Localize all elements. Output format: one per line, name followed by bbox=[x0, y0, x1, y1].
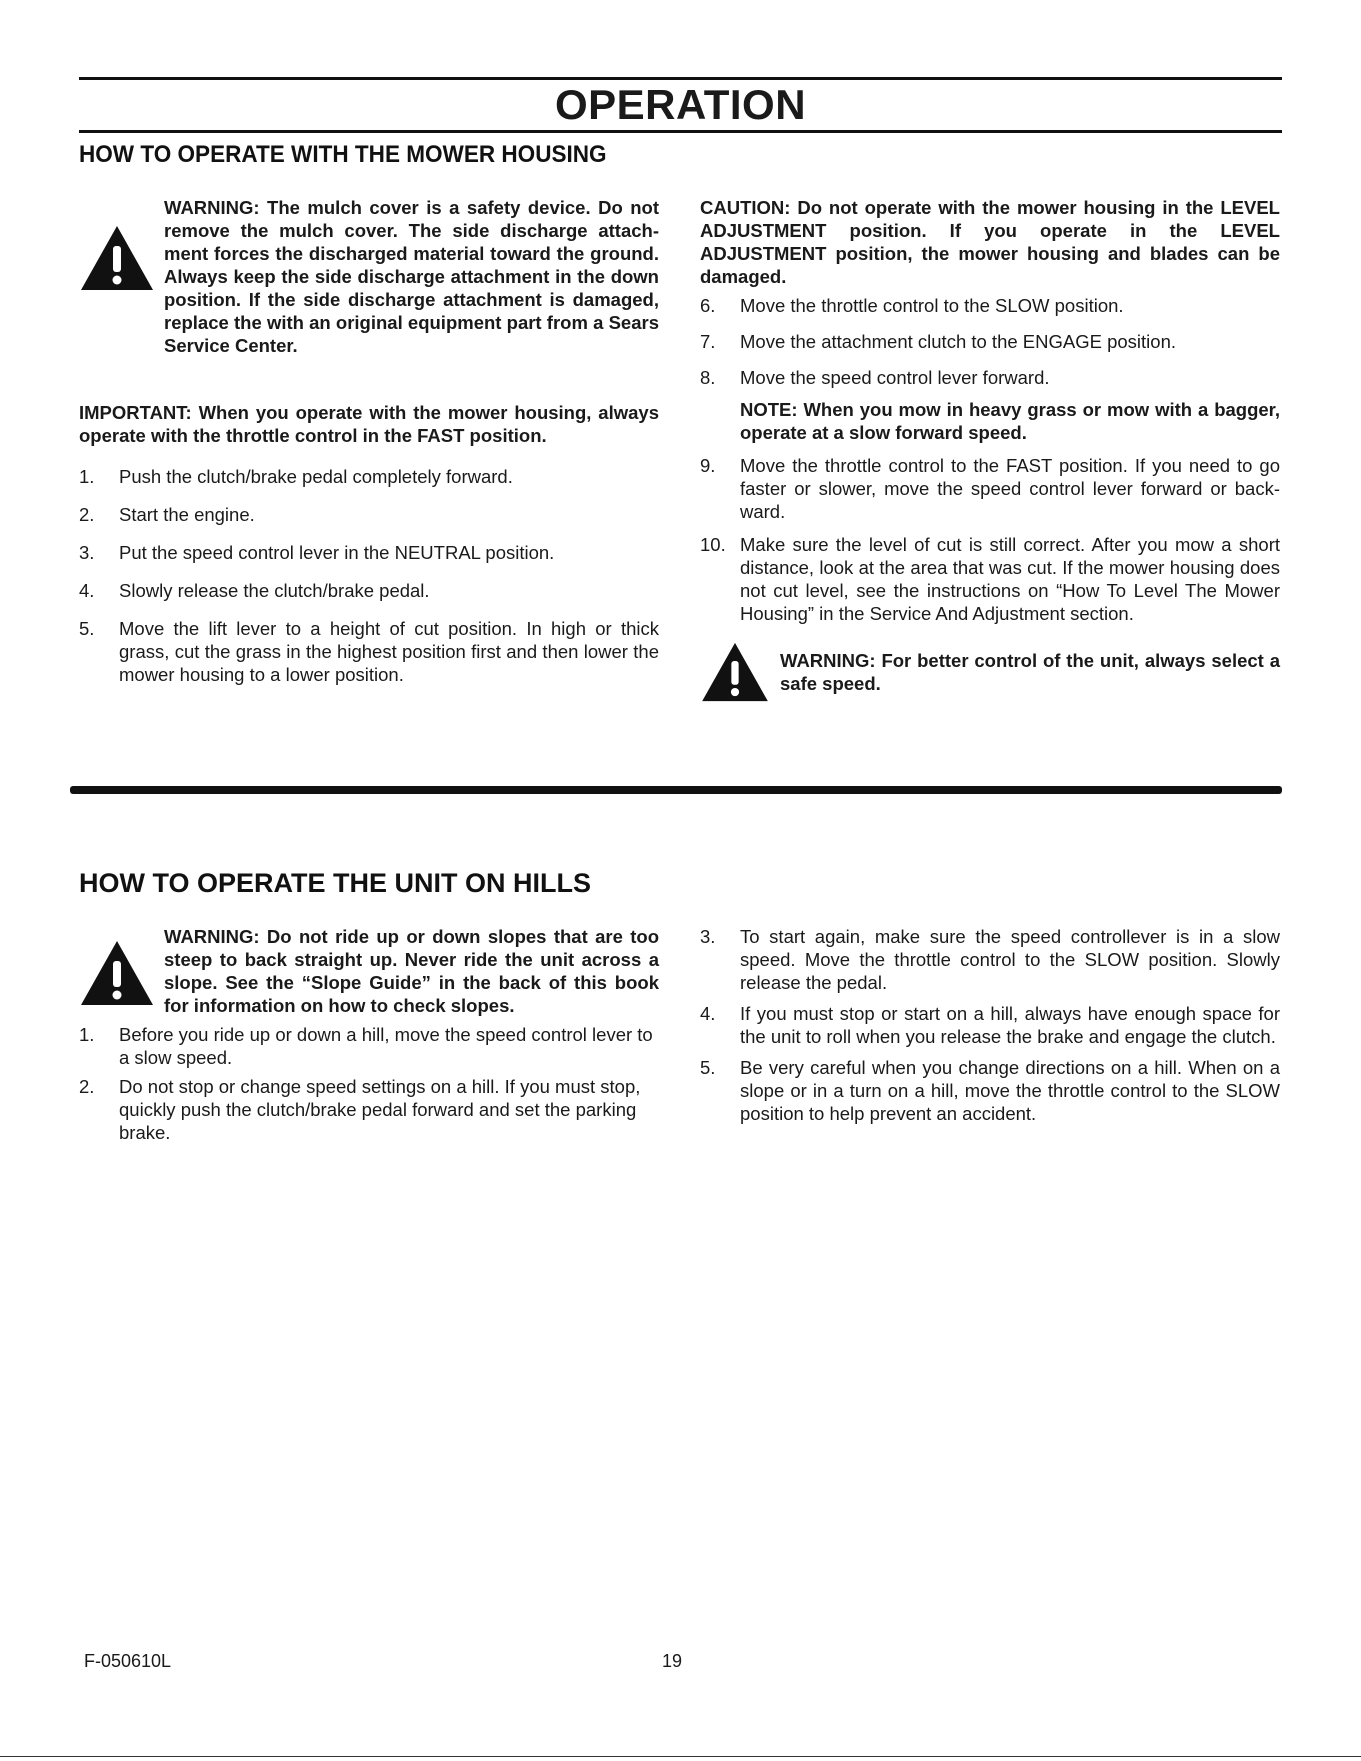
step-text: Slowly release the clutch/brake pedal. bbox=[119, 580, 430, 601]
step-text: Put the speed control lever in the NEUTRAL position. bbox=[119, 542, 555, 563]
step-text: Make sure the level of cut is still correct. After you mow a short distance, look at the area that was cut. If the mower housing does not cut level, see the instructions on “How To Level The Mower Housing” in the Service And Adjustment section. bbox=[740, 534, 1280, 624]
section1-right-column bbox=[700, 196, 1280, 695]
list-item bbox=[700, 533, 1280, 625]
step-number: 2. bbox=[79, 1076, 95, 1097]
step-number: 10. bbox=[700, 534, 726, 555]
list-item bbox=[700, 330, 1280, 353]
step-number: 2. bbox=[79, 504, 95, 525]
section-heading-mower-housing: HOW TO OPERATE WITH THE MOWER HOUSING bbox=[79, 141, 607, 168]
page-title: OPERATION bbox=[554, 81, 807, 128]
step-text: Move the attachment clutch to the ENGAGE position. bbox=[740, 331, 1176, 352]
step-text: To start again, make sure the speed controllever is in a slow speed. Move the throttle control to the SLOW position. Slowly release the pedal. bbox=[740, 926, 1280, 993]
step-text: If you must stop or start on a hill, always have enough space for the unit to roll when you release the brake and engage the clutch. bbox=[740, 1003, 1280, 1047]
note-notice: NOTE: When you mow in heavy grass or mow with a bagger, operate at a slow forward speed. bbox=[740, 399, 1280, 443]
warning-safe-speed bbox=[700, 649, 1280, 695]
list-item bbox=[700, 1056, 1280, 1125]
important-notice: IMPORTANT: When you operate with the mower housing, always operate with the throttle control in the FAST position. bbox=[79, 402, 659, 446]
warning-triangle-icon bbox=[79, 224, 155, 292]
step-number: 6. bbox=[700, 295, 716, 316]
step-number: 5. bbox=[700, 1057, 716, 1078]
step-number: 9. bbox=[700, 455, 716, 476]
list-item bbox=[700, 454, 1280, 523]
step-text: Move the throttle control to the FAST position. If you need to go faster or slower, move the speed control lever forward or back- ward. bbox=[740, 455, 1280, 522]
page-bottom-rule bbox=[0, 1756, 1361, 1757]
section2-right-column bbox=[700, 925, 1280, 1125]
document-code: F-050610L bbox=[84, 1651, 172, 1671]
page-number: 19 bbox=[662, 1651, 683, 1671]
list-item bbox=[79, 541, 659, 564]
step-text: Push the clutch/brake pedal completely forward. bbox=[119, 466, 513, 487]
section1-left-column bbox=[79, 196, 659, 686]
warning-slopes bbox=[79, 925, 659, 1017]
step-text: Do not stop or change speed settings on a hill. If you must stop, quickly push the clutch/brake pedal forward and set the parking brake. bbox=[119, 1076, 641, 1143]
list-item bbox=[700, 366, 1280, 389]
step-number: 4. bbox=[700, 1003, 716, 1024]
step-text: Start the engine. bbox=[119, 504, 255, 525]
step-text: Before you ride up or down a hill, move the speed control lever to a slow speed. bbox=[119, 1024, 653, 1068]
section-heading-hills: HOW TO OPERATE THE UNIT ON HILLS bbox=[79, 868, 591, 898]
steps-list-left bbox=[79, 465, 659, 686]
list-item bbox=[700, 1002, 1280, 1048]
step-text: Move the lift lever to a height of cut position. In high or thick grass, cut the grass in the highest position first and then lower the mower housing to a lower position. bbox=[119, 618, 659, 685]
step-number: 1. bbox=[79, 1024, 95, 1045]
warning-triangle-icon bbox=[700, 641, 770, 703]
steps-list-left bbox=[79, 1023, 659, 1144]
warning-triangle-icon bbox=[79, 939, 155, 1007]
list-item bbox=[79, 465, 659, 488]
list-item bbox=[79, 503, 659, 526]
step-number: 4. bbox=[79, 580, 95, 601]
step-number: 3. bbox=[79, 542, 95, 563]
list-item bbox=[79, 617, 659, 686]
header-rule-bottom bbox=[79, 130, 1282, 133]
step-number: 7. bbox=[700, 331, 716, 352]
warning-text: WARNING: Do not ride up or down slopes that are too steep to back straight up. Never ride the unit across a slope. See the “Slope Guide” in the back of this book for information on how to check slopes. bbox=[164, 926, 659, 1016]
caution-notice: CAUTION: Do not operate with the mower housing in the LEVEL ADJUSTMENT position. If you operate in the LEVEL ADJUSTMENT position, the mower housing and blades can be damaged. bbox=[700, 197, 1280, 287]
step-text: Be very careful when you change directions on a hill. When on a slope or in a turn on a hill, move the throttle control to the SLOW position to help prevent an accident. bbox=[740, 1057, 1280, 1124]
list-item bbox=[79, 1023, 659, 1069]
section2-left-column bbox=[79, 925, 659, 1144]
step-text: Move the speed control lever forward. bbox=[740, 367, 1050, 388]
steps-list-right-b bbox=[700, 454, 1280, 625]
warning-mulch-cover bbox=[79, 196, 659, 357]
step-number: 8. bbox=[700, 367, 716, 388]
list-item bbox=[79, 1075, 659, 1144]
step-number: 5. bbox=[79, 618, 95, 639]
step-text: Move the throttle control to the SLOW position. bbox=[740, 295, 1124, 316]
step-number: 3. bbox=[700, 926, 716, 947]
step-number: 1. bbox=[79, 466, 95, 487]
steps-list-right-a bbox=[700, 294, 1280, 389]
list-item bbox=[79, 579, 659, 602]
section-divider bbox=[70, 786, 1282, 794]
list-item bbox=[700, 925, 1280, 994]
warning-text: WARNING: The mulch cover is a safety device. Do not remove the mulch cover. The side discharge attach- ment forces the discharged material toward the ground. Always keep the side discharge attachment in the down position. If the side discharge attachment is damaged, replace the with an original equipment part from a Sears Service Center. bbox=[164, 197, 659, 356]
list-item bbox=[700, 294, 1280, 317]
warning-text: WARNING: For better control of the unit, always select a safe speed. bbox=[780, 650, 1280, 694]
